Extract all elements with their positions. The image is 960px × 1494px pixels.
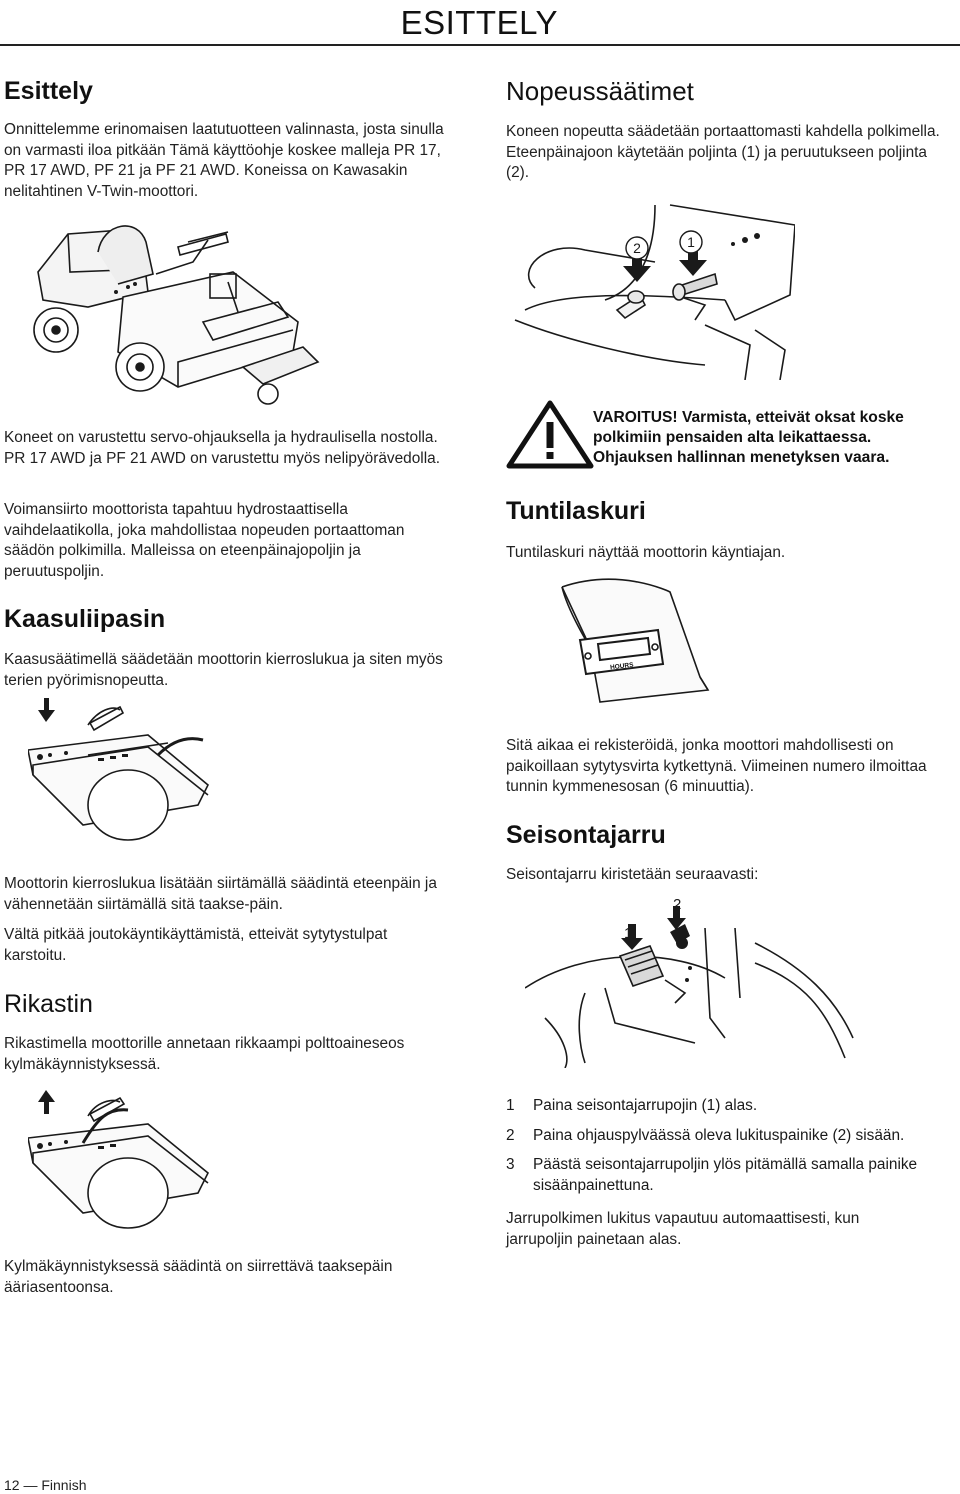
hour-text: Tuntilaskuri näyttää moottorin käyntiajan. [506, 544, 786, 561]
step-number: 3 [506, 1156, 515, 1173]
step-text: Päästä seisontajarrupoljin ylös pitämällä samalla painike sisäänpainettuna. [533, 1156, 918, 1194]
cold-start-text: Kylmäkäynnistyksessä säädintä on siirrettävä taaksepäin ääriasentoonsa. [4, 1258, 393, 1296]
pedal-label-1: 1 [687, 234, 695, 250]
brake-label-1: 1 [624, 925, 633, 942]
step-number: 1 [506, 1097, 515, 1114]
step-text: Paina ohjauspylväässä oleva lukituspainike (2) sisään. [533, 1126, 905, 1144]
choke-heading: Rikastin [4, 990, 93, 1018]
warning-triangle-icon [505, 398, 595, 470]
warning-title: VAROITUS! [593, 409, 678, 426]
page-footer [4, 1477, 87, 1493]
intro-text: Onnittelemme erinomaisen laatutuotteen valinnasta, josta sinulla on varmasti iloa pitkään Tämä käyttöohje koskee malleja PR 17, PR 17 AWD, PF 21 ja PF 21 AWD. Koneissa on Kawasakin nelitahtinen V-Twin-moottori. [4, 121, 444, 200]
step-text: Paina seisontajarrupojin (1) alas. [533, 1097, 758, 1114]
footer-dash: — [23, 1477, 38, 1493]
brake-label-2: 2 [673, 896, 682, 913]
step-item [506, 1126, 946, 1147]
throttle-illustration [28, 695, 218, 860]
speed-heading: Nopeussäätimet [506, 76, 694, 106]
warning-text: Varmista, etteivät oksat koske polkimiin pensaiden alta leikattaessa. Ohjauksen hallinnan menetyksen vaara. [593, 409, 904, 466]
parking-brake-illustration [525, 888, 855, 1068]
brake-heading: Seisontajarru [506, 821, 666, 849]
brake-intro: Seisontajarru kiristetään seuraavasti: [506, 866, 759, 883]
brake-release-text: Jarrupolkimen lukitus vapautuu automaattisesti, kun jarrupoljin painetaan alas. [506, 1210, 860, 1248]
footer-language: Finnish [41, 1477, 87, 1493]
choke-text: Rikastimella moottorille annetaan rikkaampi polttoaineseos kylmäkäynnistyksessä. [4, 1035, 405, 1073]
idle-text: Vältä pitkää joutokäyntikäyttämistä, etteivät sytytystulpat karstoitu. [4, 926, 388, 964]
hour-meter-illustration [560, 572, 720, 707]
throttle-text: Kaasusäätimellä säädetään moottorin kierroslukua ja siten myös terien pyörimisnopeutta. [4, 651, 443, 689]
servo-text: Koneet on varustettu servo-ohjauksella ja hydraulisella nostolla. PR 17 AWD ja PF 21 AWD on varustettu myös nelipyörävedolla. [4, 429, 440, 467]
brake-steps [506, 1096, 946, 1205]
step-item [506, 1096, 946, 1117]
warning-box [505, 398, 957, 486]
transmission-text: Voimansiirto moottorista tapahtuu hydrostaattisella vaihdelaatikolla, joka mahdollistaa nopeuden portaattoman säädön polkimilla. Malleissa on eteenpäinajopoljin ja peruutuspoljin. [4, 501, 405, 580]
page-header-title: ESITTELY [400, 4, 558, 41]
pedal-label-2: 2 [633, 240, 641, 256]
step-number: 2 [506, 1126, 515, 1144]
intro-heading: Esittely [4, 77, 93, 105]
choke-illustration [28, 1088, 218, 1248]
header-rule [0, 44, 960, 46]
step-item [506, 1155, 946, 1196]
mower-illustration [28, 212, 323, 412]
hour-heading: Tuntilaskuri [506, 497, 646, 525]
rpm-text: Moottorin kierroslukua lisätään siirtämällä säädintä eteenpäin ja vähennetään siirtämällä sitä taakse-päin. [4, 875, 437, 913]
pedals-illustration [505, 200, 795, 380]
hours-label: HOURS [609, 661, 634, 672]
throttle-heading: Kaasuliipasin [4, 605, 166, 633]
hour-note: Sitä aikaa ei rekisteröidä, jonka moottori mahdollisesti on paikoillaan sytytysvirta kytkettynä. Viimeinen numero ilmoittaa tunnin kymmenesosan (6 minuuttia). [506, 737, 927, 795]
page-number: 12 [4, 1477, 20, 1493]
speed-text: Koneen nopeutta säädetään portaattomasti kahdella polkimella. Eteenpäinajoon käytetään poljinta (1) ja peruutukseen poljinta (2). [506, 123, 940, 181]
